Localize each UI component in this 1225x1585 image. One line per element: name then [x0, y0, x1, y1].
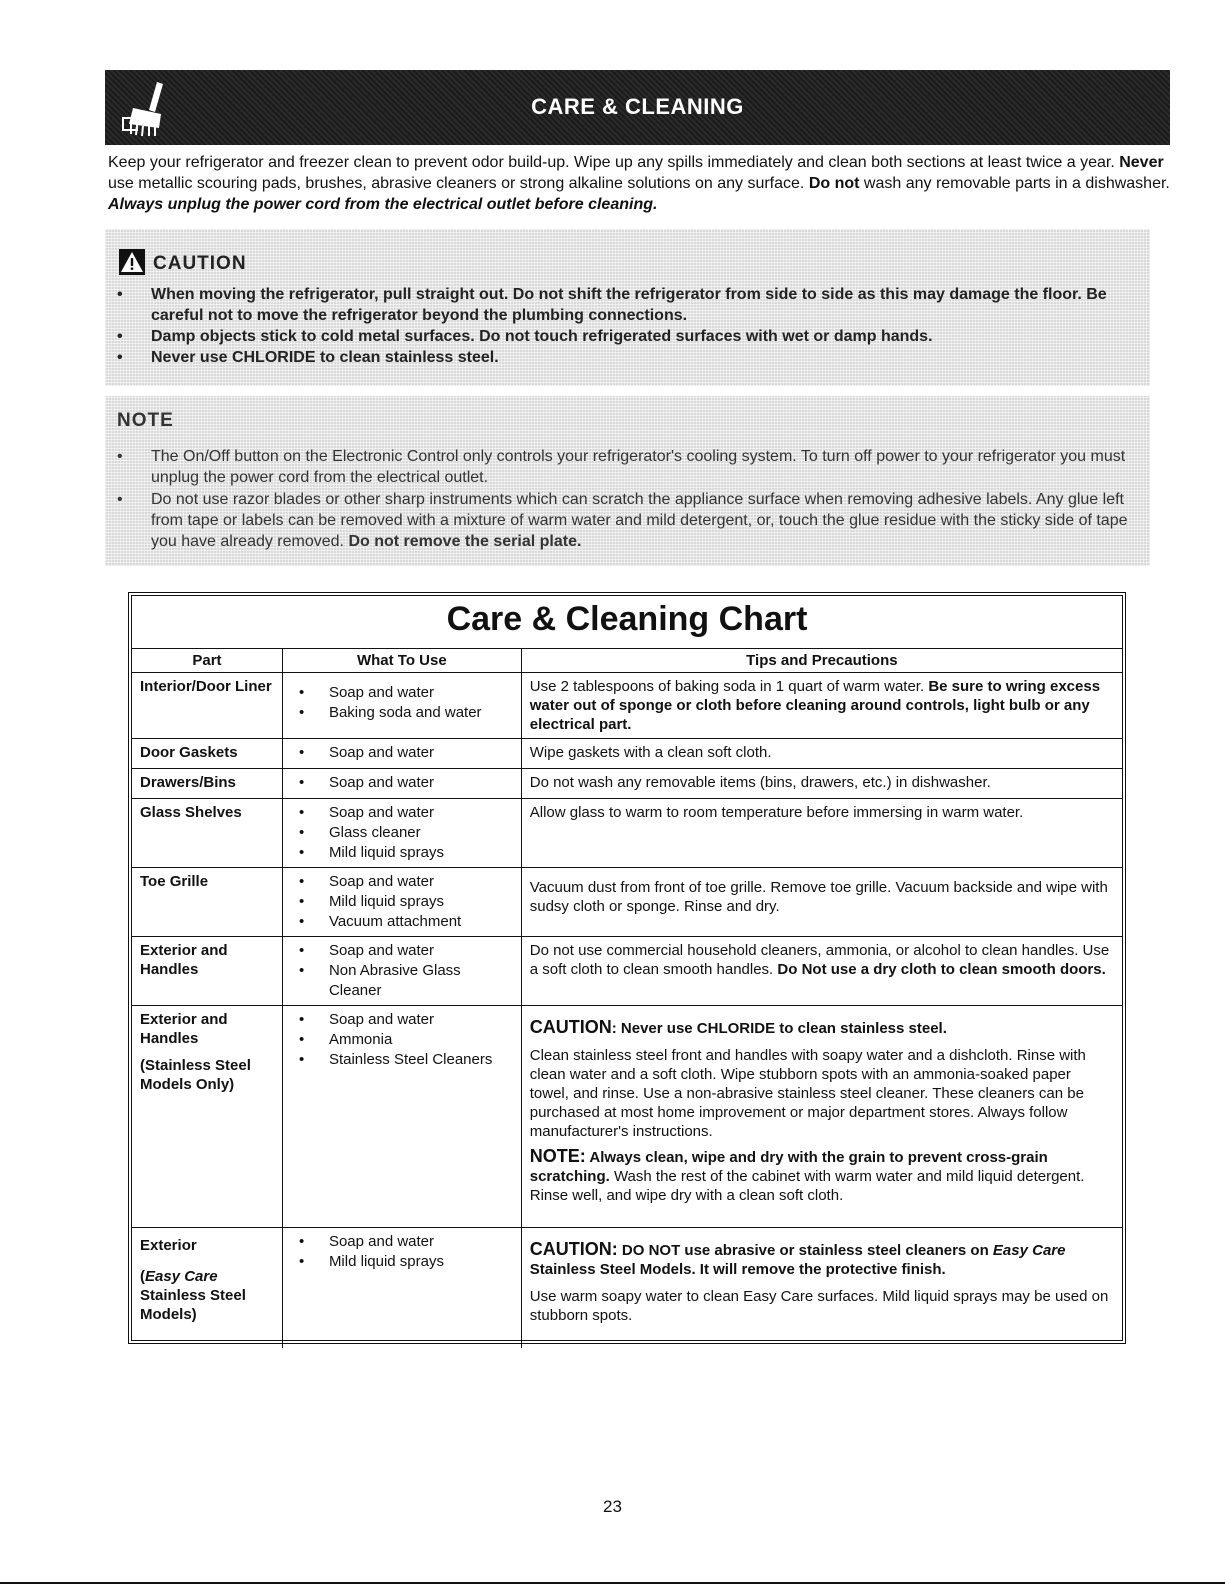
table-row	[132, 1228, 1122, 1348]
use-cell	[282, 937, 521, 1006]
caution-item: • Never use CHLORIDE to clean stainless steel.	[105, 347, 1145, 368]
tips-cell	[521, 1228, 1122, 1348]
caution-tag: CAUTION	[529, 1017, 612, 1037]
tips-cell	[521, 937, 1122, 1006]
intro-text: use metallic scouring pads, brushes, abrasive cleaners or strong alkaline solutions on any surface.	[108, 175, 809, 192]
table-row	[132, 868, 1122, 937]
use-item: • Ammonia	[291, 1030, 513, 1050]
tip-bold: Do Not use a dry cloth to clean smooth doors.	[777, 961, 1106, 978]
tip-paragraph: Clean stainless steel front and handles with soapy water and a dishcloth. Rinse with clean water and a soft cloth. Wipe stubborn spots with an ammonia-soaked paper towel, and rinse. Use a non-abrasive stainless steel cleaner. These cleaners can be purchased at most home improvement or major department stores. Always follow manufacturer's instructions.	[529, 1047, 1086, 1140]
part-qualifier	[140, 1267, 274, 1286]
use-item: • Stainless Steel Cleaners	[291, 1050, 513, 1070]
part-cell	[132, 1228, 282, 1348]
use-item: • Baking soda and water	[291, 703, 513, 723]
section-banner	[105, 70, 1170, 145]
use-item: • Mild liquid sprays	[291, 892, 513, 912]
tips-cell	[521, 673, 1122, 739]
intro-paragraph	[108, 152, 1170, 215]
use-cell	[282, 769, 521, 799]
chart-table	[132, 648, 1122, 1348]
header-what-to-use: What To Use	[282, 649, 521, 673]
use-cell	[282, 1006, 521, 1228]
use-cell	[282, 673, 521, 739]
use-item: • Glass cleaner	[291, 823, 513, 843]
note-item: • The On/Off button on the Electronic Control only controls your refrigerator's cooling system. To turn off power to your refrigerator you must unplug the power cord from the electrical outlet.	[105, 446, 1145, 488]
table-row	[132, 799, 1122, 868]
chart-title: Care & Cleaning Chart	[446, 600, 808, 638]
note-title: NOTE	[117, 410, 174, 431]
table-row	[132, 937, 1122, 1006]
paren: (	[140, 1268, 145, 1285]
part-qualifier: Stainless Steel Models)	[140, 1287, 246, 1323]
use-item: • Soap and water	[291, 743, 513, 763]
use-item: • Mild liquid sprays	[291, 843, 513, 863]
note-box	[105, 396, 1150, 566]
tips-cell: Wipe gaskets with a clean soft cloth.	[521, 739, 1122, 769]
part-cell: Exterior and Handles	[132, 937, 282, 1006]
use-item: • Soap and water	[291, 1010, 513, 1030]
use-item: • Soap and water	[291, 803, 513, 823]
note-text: Wash the rest of the cabinet with warm water and mild liquid detergent. Rinse well, and wipe dry with a clean soft cloth.	[529, 1168, 1085, 1204]
tips-cell: Vacuum dust from front of toe grille. Remove toe grille. Vacuum backside and wipe with sudsy cloth or sponge. Rinse and dry.	[521, 868, 1122, 937]
tip-bold: Be sure to wring excess water out of sponge or cloth before cleaning around controls, light bulb or any electrical part.	[529, 678, 1101, 733]
caution-item: • Damp objects stick to cold metal surfaces. Do not touch refrigerated surfaces with wet or damp hands.	[105, 326, 1145, 347]
tip-text: Use 2 tablespoons of baking soda in 1 quart of warm water.	[529, 678, 929, 695]
part-cell: Interior/Door Liner	[132, 673, 282, 739]
use-item: • Mild liquid sprays	[291, 1252, 513, 1272]
use-item: • Soap and water	[291, 1232, 513, 1252]
caution-tag: CAUTION:	[529, 1239, 618, 1259]
part-cell: Glass Shelves	[132, 799, 282, 868]
use-cell	[282, 1228, 521, 1348]
part-cell: Drawers/Bins	[132, 769, 282, 799]
table-row	[132, 1006, 1122, 1228]
note-item-text: Do not use razor blades or other sharp instruments which can scratch the appliance surface when removing adhesive labels. Any glue left from tape or labels can be removed with a mixture of warm water and mild detergent, or, touch the glue residue with the sticky side of tape you have already removed.	[151, 491, 1128, 550]
header-tips: Tips and Precautions	[521, 649, 1122, 673]
part-name: Exterior	[140, 1237, 197, 1254]
use-item: • Soap and water	[291, 683, 513, 703]
table-row	[132, 769, 1122, 799]
page-number: 23	[603, 1497, 622, 1516]
part-qualifier: (Stainless Steel Models Only)	[140, 1057, 251, 1093]
table-row	[132, 739, 1122, 769]
use-item: • Vacuum attachment	[291, 912, 513, 932]
caution-text: : Never use CHLORIDE to clean stainless steel.	[611, 1020, 947, 1037]
use-item: • Soap and water	[291, 872, 513, 892]
caution-title: CAUTION	[153, 253, 247, 274]
banner-title: CARE & CLEANING	[531, 94, 744, 119]
note-list	[105, 446, 1145, 553]
warning-triangle-icon	[119, 249, 145, 275]
tips-cell: Do not wash any removable items (bins, drawers, etc.) in dishwasher.	[521, 769, 1122, 799]
use-item: • Non Abrasive Glass Cleaner	[291, 961, 513, 1001]
use-cell	[282, 868, 521, 937]
tip-text: Do not use commercial household cleaners, ammonia, or alcohol to clean handles. Use a soft cloth to clean smooth handles.	[529, 942, 1110, 978]
note-item-bold: Do not remove the serial plate.	[348, 533, 582, 550]
table-header-row	[132, 649, 1122, 673]
caution-item: • When moving the refrigerator, pull straight out. Do not shift the refrigerator from side to side as this may damage the floor. Be careful not to move the refrigerator beyond the plumbing connections.	[105, 284, 1145, 326]
intro-never: Never	[1119, 154, 1164, 171]
page-bottom-rule	[0, 1582, 1225, 1584]
use-cell	[282, 739, 521, 769]
table-row	[132, 673, 1122, 739]
intro-always-unplug: Always unplug the power cord from the electrical outlet before cleaning.	[108, 196, 658, 213]
tips-cell: Allow glass to warm to room temperature before immersing in warm water.	[521, 799, 1122, 868]
part-cell: Door Gaskets	[132, 739, 282, 769]
caution-list	[105, 284, 1145, 368]
part-name: Exterior and Handles	[140, 1011, 228, 1047]
note-item	[105, 489, 1145, 552]
care-cleaning-chart	[128, 592, 1126, 1344]
caution-box	[105, 229, 1150, 386]
note-bold: Always clean, wipe and dry with the grain to prevent cross-grain scratching.	[529, 1149, 1048, 1185]
part-cell: Toe Grille	[132, 868, 282, 937]
use-item: • Soap and water	[291, 941, 513, 961]
tip-paragraph: Use warm soapy water to clean Easy Care surfaces. Mild liquid sprays may be used on stubborn spots.	[529, 1288, 1109, 1324]
tips-cell	[521, 1006, 1122, 1228]
use-cell	[282, 799, 521, 868]
intro-text: Keep your refrigerator and freezer clean to prevent odor build-up. Wipe up any spills immediately and clean both sections at least twice a year.	[108, 154, 1120, 171]
header-part: Part	[132, 649, 282, 673]
caution-text: Stainless Steel Models. It will remove the protective finish.	[529, 1261, 946, 1278]
intro-text: wash any removable parts in a dishwasher.	[859, 175, 1170, 192]
intro-do-not: Do not	[808, 175, 860, 192]
use-item: • Soap and water	[291, 773, 513, 793]
caution-italic: Easy Care	[992, 1242, 1066, 1259]
caution-text: DO NOT use abrasive or stainless steel cleaners on	[617, 1242, 993, 1259]
note-tag: NOTE:	[529, 1146, 586, 1166]
part-italic: Easy Care	[145, 1268, 218, 1285]
part-cell	[132, 1006, 282, 1228]
